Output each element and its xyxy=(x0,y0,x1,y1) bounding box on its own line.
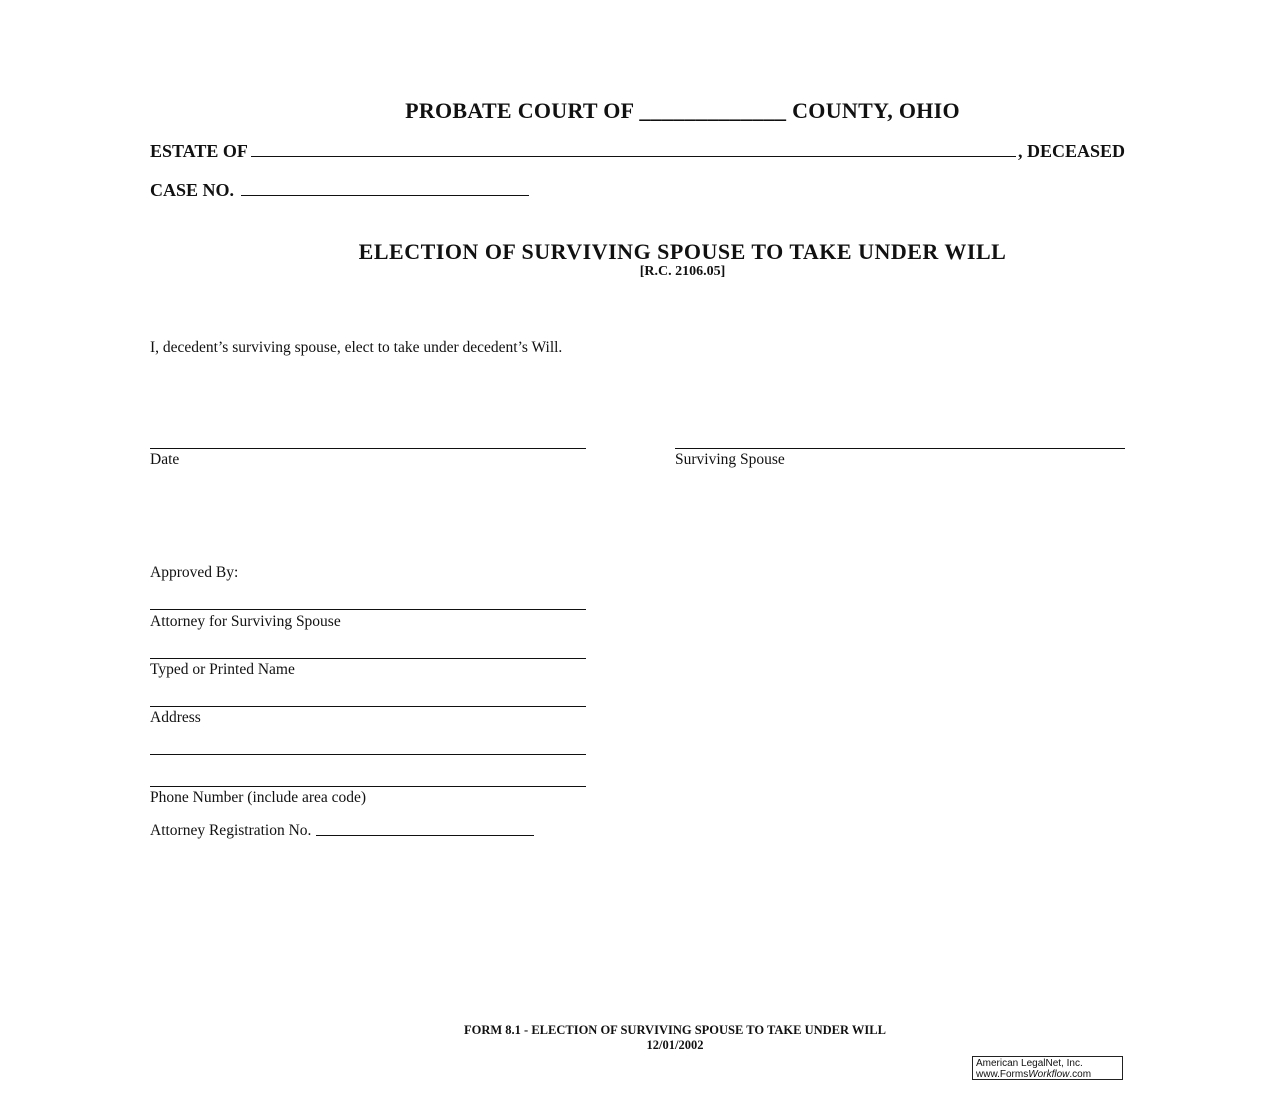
approved-by-heading: Approved By: xyxy=(150,564,239,581)
case-number-field[interactable] xyxy=(241,180,529,196)
phone-number-line[interactable] xyxy=(150,786,586,787)
address-label: Address xyxy=(150,709,201,726)
case-number-line xyxy=(150,180,529,201)
case-number-label: CASE NO. xyxy=(150,180,235,200)
estate-name-field[interactable] xyxy=(251,141,1016,157)
date-signature-line[interactable] xyxy=(150,448,586,449)
form-revision-date: 12/01/2002 xyxy=(646,1038,704,1052)
attorney-signature-line[interactable] xyxy=(150,609,586,610)
registration-label: Attorney Registration No. xyxy=(150,822,312,839)
address-line[interactable] xyxy=(150,706,586,707)
election-statement: I, decedent’s surviving spouse, elect to take under decedent’s Will. xyxy=(150,339,563,356)
phone-number-label: Phone Number (include area code) xyxy=(150,789,367,806)
address-line-2[interactable] xyxy=(150,754,586,755)
court-heading: PROBATE COURT OF _____________ COUNTY, OHIO xyxy=(405,98,960,123)
estate-line xyxy=(150,141,1125,162)
vendor-url: www.FormsWorkflow.com xyxy=(976,1069,1092,1080)
vendor-name: American LegalNet, Inc. xyxy=(976,1058,1083,1069)
registration-number-field[interactable] xyxy=(316,835,534,836)
date-label: Date xyxy=(150,451,180,468)
printed-name-line[interactable] xyxy=(150,658,586,659)
form-footer-title: FORM 8.1 - ELECTION OF SURVIVING SPOUSE TO TAKE UNDER WILL xyxy=(464,1023,886,1037)
estate-label: ESTATE OF xyxy=(150,141,248,161)
spouse-signature-line[interactable] xyxy=(675,448,1125,449)
vendor-stamp xyxy=(972,1056,1123,1080)
surviving-spouse-label: Surviving Spouse xyxy=(675,451,785,468)
deceased-label: , DECEASED xyxy=(1017,141,1125,161)
attorney-label: Attorney for Surviving Spouse xyxy=(150,613,341,630)
statute-reference: [R.C. 2106.05] xyxy=(639,264,726,279)
printed-name-label: Typed or Printed Name xyxy=(150,661,295,678)
registration-line xyxy=(150,822,534,840)
document-title: ELECTION OF SURVIVING SPOUSE TO TAKE UNDER WILL xyxy=(358,239,1007,264)
